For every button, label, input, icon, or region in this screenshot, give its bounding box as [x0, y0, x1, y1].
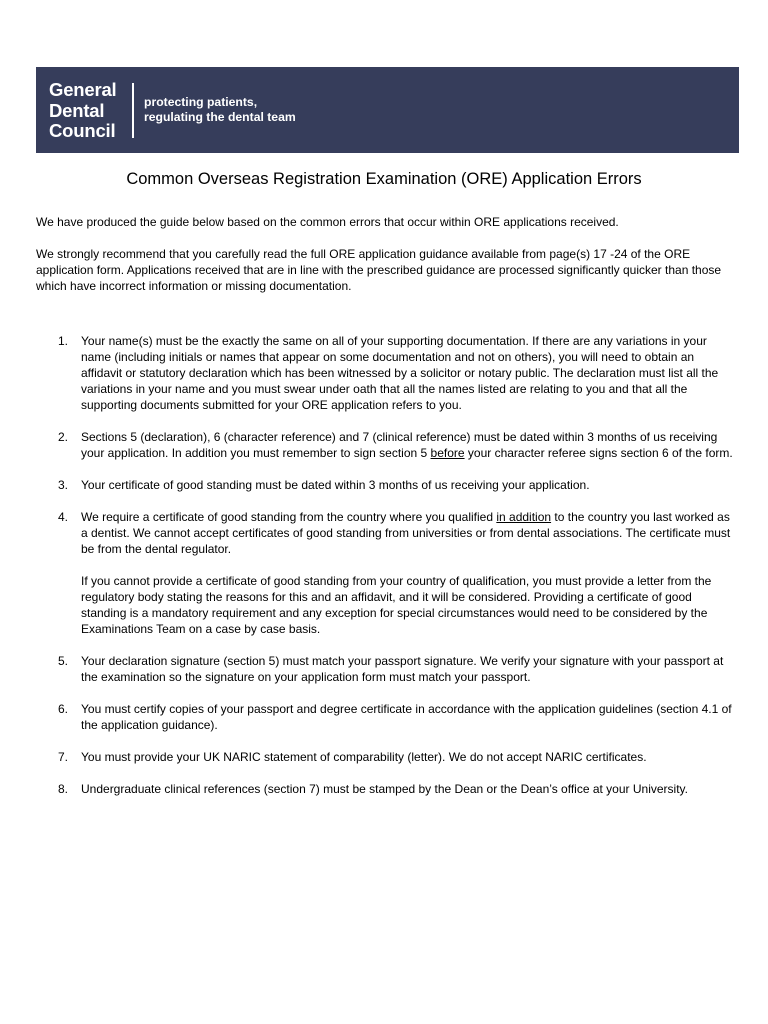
list-item: [36, 701, 736, 733]
list-gap: [36, 733, 736, 749]
list-item: [36, 749, 736, 765]
list-item: [36, 781, 736, 797]
list-item-text: [81, 653, 736, 685]
intro-paragraph: We have produced the guide below based on the common errors that occur within ORE applications received.: [36, 215, 619, 229]
text-run: You must provide your UK NARIC statement of comparability (letter). We do not accept NARIC certificates.: [81, 750, 647, 764]
list-gap: [36, 685, 736, 701]
text-run: to the country you last worked as a dentist. We cannot accept certificates of good standing from universities or from dental associations. The certificate must be from the dental regulator.: [81, 510, 731, 556]
list-item-text: [81, 509, 736, 557]
list-item: [36, 653, 736, 685]
list-number: 6.: [58, 702, 69, 716]
tagline-line: regulating the dental team: [144, 110, 296, 124]
list-item-text: [81, 781, 736, 797]
list-item-text: [81, 477, 736, 493]
text-run: You must certify copies of your passport and degree certificate in accordance with the application guidelines (section 4.1 of the application guidance).: [81, 702, 732, 732]
logo-line: Council: [49, 120, 116, 141]
list-item-text: [81, 333, 736, 413]
list-number: 5.: [58, 654, 69, 668]
logo-line: General: [49, 79, 117, 100]
list-number: 7.: [58, 750, 69, 764]
list-item: [36, 509, 736, 637]
list-item: [36, 429, 736, 461]
document-title: Common Overseas Registration Examination (ORE) Application Errors: [126, 170, 642, 188]
underlined-text: before: [430, 446, 465, 460]
list-item-text: [81, 749, 736, 765]
list-gap: [36, 461, 736, 477]
gdc-logo: [49, 80, 117, 142]
list-item: [36, 333, 736, 413]
header-banner: [36, 67, 739, 153]
list-number: 2.: [58, 430, 69, 444]
list-number: 1.: [58, 334, 69, 348]
text-run: If you cannot provide a certificate of good standing from your country of qualification, you must provide a letter from the regulatory body stating the reasons for this and an affidavit, and it will be considered. Providing a certificate of good standing is a mandatory requirement and any exception for special circumstances would need to be considered by the Examinations Team on a case by case basis.: [81, 574, 712, 636]
list-number: 8.: [58, 782, 69, 796]
list-number: 3.: [58, 478, 69, 492]
logo-line: Dental: [49, 99, 105, 121]
text-run: Undergraduate clinical references (section 7) must be stamped by the Dean or the Dean’s office at your University.: [81, 782, 688, 796]
errors-list: [36, 333, 736, 797]
list-item: [36, 477, 736, 493]
tagline-line: protecting patients,: [144, 95, 258, 109]
tagline: [144, 95, 296, 125]
list-number: 4.: [58, 510, 69, 524]
text-run: your character referee signs section 6 of the form.: [464, 446, 733, 460]
text-run: Your certificate of good standing must be dated within 3 months of us receiving your application.: [81, 478, 590, 492]
list-item-text: [81, 429, 736, 461]
list-item-text: [81, 701, 736, 733]
logo-divider: [132, 83, 134, 138]
text-run: Your declaration signature (section 5) must match your passport signature. We verify your signature with your passport at the examination so the signature on your application form must match your passport.: [81, 654, 724, 684]
text-run: Sections 5 (declaration), 6 (character reference) and 7 (clinical reference) must be dated within 3 months of us receiving your application. In addition you must remember to sign section 5: [81, 430, 718, 460]
list-gap: [36, 493, 736, 509]
list-gap: [36, 765, 736, 781]
list-gap: [36, 637, 736, 653]
list-item-text: [81, 573, 736, 637]
intro-paragraph: We strongly recommend that you carefully read the full ORE application guidance available from page(s) 17 -24 of the ORE application form. Applications received that are in line with the prescribed guidance are processed significantly quicker than those which have incorrect information or missing documentation.: [36, 247, 722, 293]
underlined-text: in addition: [496, 510, 552, 524]
list-gap: [36, 413, 736, 429]
text-run: We require a certificate of good standing from the country where you qualified: [81, 510, 497, 524]
text-run: Your name(s) must be the exactly the same on all of your supporting documentation. If there are any variations in your name (including initials or names that appear on some documentation and not on others), you will need to obtain an affidavit or statutory declaration which has been witnessed by a solicitor or notary public. The declaration must list all the variations in your name and you must swear under oath that all the names listed are relating to you and that all the supporting documents submitted for your ORE application refers to you.: [81, 334, 719, 412]
